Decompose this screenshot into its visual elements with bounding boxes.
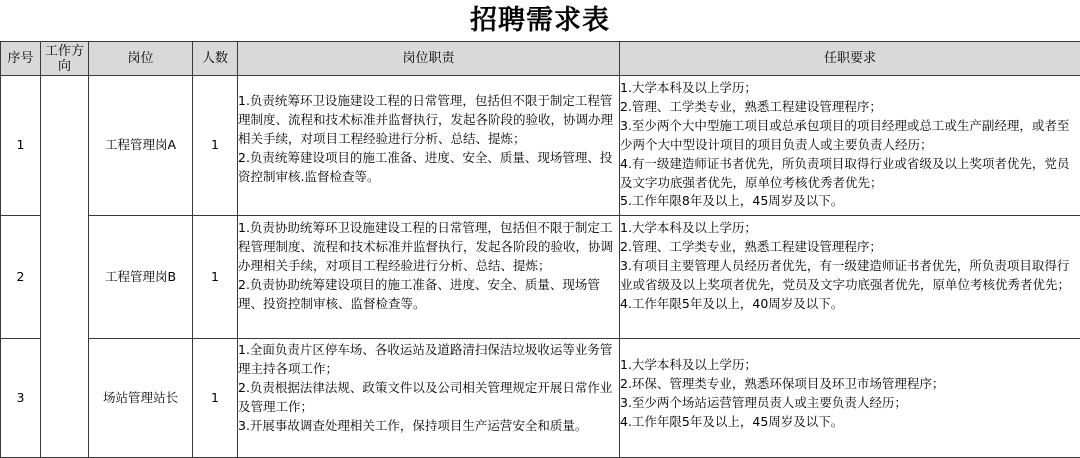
requirement-item: 4.有一级建造师证书者优先，所负责项目取得行业或省级及以上奖项者优先，党员及文字功底强者优先，原单位考核优秀者优先； bbox=[620, 155, 1080, 193]
cell-position: 场站管理站长 bbox=[89, 339, 193, 458]
duty-item: 2.负责根据法律法规、政策文件以及公司相关管理规定开展日常作业及管理工作； bbox=[238, 379, 619, 417]
duty-item: 1.全面负责片区停车场、各收运站及道路清扫保洁垃圾收运等业务管理主持各项工作； bbox=[238, 341, 619, 379]
cell-seq: 2 bbox=[1, 216, 41, 339]
header-direction: 工作方向 bbox=[41, 42, 89, 76]
page-title: 招聘需求表 bbox=[0, 0, 1080, 41]
duty-item: 2.负责统筹建设项目的施工准备、进度、安全、质量、现场管理、投资控制审核.监督检查等。 bbox=[238, 149, 619, 187]
requirement-item: 4.工作年限5年及以上，40周岁及以下。 bbox=[620, 295, 1080, 314]
recruitment-table bbox=[0, 41, 1080, 458]
requirement-item: 4.工作年限5年及以上，45周岁及以下。 bbox=[620, 413, 1080, 432]
requirement-item: 1.大学本科及以上学历； bbox=[620, 79, 1080, 98]
cell-requirements bbox=[620, 216, 1080, 339]
header-requirements: 任职要求 bbox=[620, 42, 1080, 76]
table-row bbox=[1, 216, 1080, 339]
requirement-item: 2.管理、工学类专业，熟悉工程建设管理程序； bbox=[620, 98, 1080, 117]
cell-seq: 1 bbox=[1, 76, 41, 216]
header-position: 岗位 bbox=[89, 42, 193, 76]
duty-item: 3.开展事故调查处理相关工作，保持项目生产运营安全和质量。 bbox=[238, 417, 619, 436]
requirement-item: 3.至少两个大中型施工项目或总承包项目的项目经理或总工或生产副经理，或者至少两个大中型设计项目的项目负责人或主要负责人经历； bbox=[620, 117, 1080, 155]
table-row bbox=[1, 339, 1080, 458]
cell-duties bbox=[238, 339, 620, 458]
cell-requirements bbox=[620, 339, 1080, 458]
duty-item: 1.负责统筹环卫设施建设工程的日常管理，包括但不限于制定工程管理制度、流程和技术标准并监督执行，发起各阶段的验收，协调办理相关手续，对项目工程经验进行分析、总结、提炼； bbox=[238, 92, 619, 149]
cell-count: 1 bbox=[193, 76, 238, 216]
cell-requirements bbox=[620, 76, 1080, 216]
requirement-item: 1.大学本科及以上学历； bbox=[620, 356, 1080, 375]
table-header-row bbox=[1, 42, 1080, 76]
cell-count: 1 bbox=[193, 216, 238, 339]
cell-count: 1 bbox=[193, 339, 238, 458]
duty-item: 1.负责协助统筹环卫设施建设工程的日常管理，包括但不限于制定工程管理制度、流程和技术标准并监督执行，发起各阶段的验收，协调办理相关手续，对项目工程经验进行分析、总结、提炼； bbox=[238, 219, 619, 276]
table-row bbox=[1, 76, 1080, 216]
requirement-item: 1.大学本科及以上学历； bbox=[620, 219, 1080, 238]
header-duties: 岗位职责 bbox=[238, 42, 620, 76]
requirement-item: 2.环保、管理类专业，熟悉环保项目及环卫市场管理程序； bbox=[620, 375, 1080, 394]
requirement-item: 2.管理、工学类专业，熟悉工程建设管理程序； bbox=[620, 238, 1080, 257]
header-count: 人数 bbox=[193, 42, 238, 76]
requirement-item: 3.有项目主要管理人员经历者优先，有一级建造师证书者优先，所负责项目取得行业或省级及以上奖项者优先，党员及文字功底强者优先，原单位考核优秀者优先； bbox=[620, 257, 1080, 295]
header-seq: 序号 bbox=[1, 42, 41, 76]
requirement-item: 3.至少两个场站运营管理员责人或主要负责人经历； bbox=[620, 394, 1080, 413]
cell-direction bbox=[41, 76, 89, 458]
requirement-item: 5.工作年限8年及以上，45周岁及以下。 bbox=[620, 192, 1080, 211]
cell-seq: 3 bbox=[1, 339, 41, 458]
duty-item: 2.负责协助统筹建设项目的施工准备、进度、安全、质量、现场管理、投资控制审核、监督检查等。 bbox=[238, 276, 619, 314]
cell-position: 工程管理岗B bbox=[89, 216, 193, 339]
cell-duties bbox=[238, 216, 620, 339]
cell-duties bbox=[238, 76, 620, 216]
cell-position: 工程管理岗A bbox=[89, 76, 193, 216]
